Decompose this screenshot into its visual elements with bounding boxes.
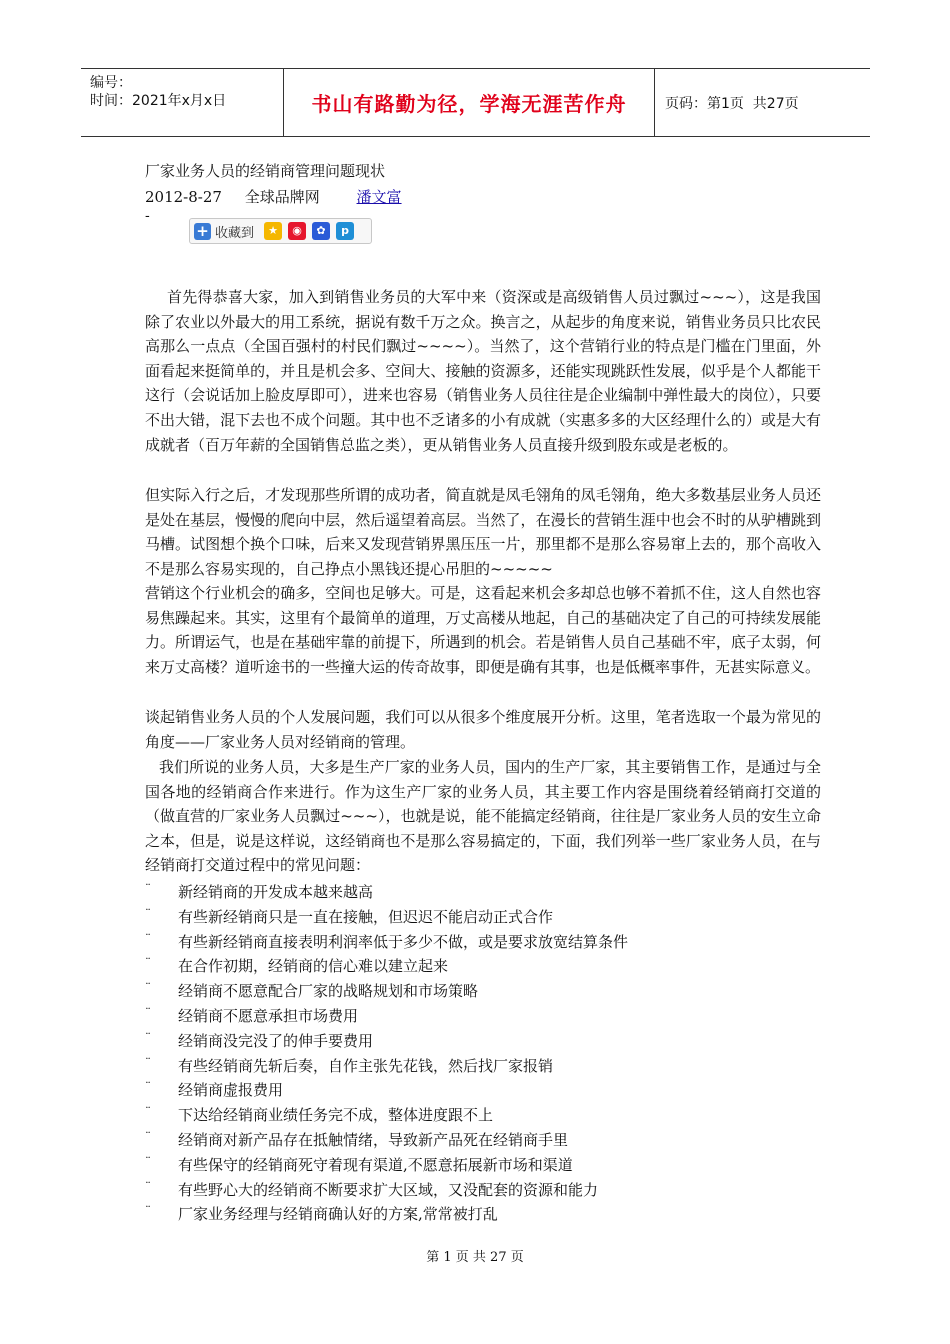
list-item-text: 经销商虚报费用 bbox=[178, 1081, 284, 1100]
list-item bbox=[145, 905, 821, 930]
list-item-text: 经销商没完没了的伸手要费用 bbox=[178, 1031, 374, 1050]
list-item bbox=[145, 1004, 821, 1029]
paragraph: 营销这个行业机会的确多，空间也足够大。可是，这看起来机会多却总也够不着抓不住，这人自然也容易焦躁起来。其实，这里有个最简单的道理，万丈高楼从地起，自己的基础决定了自己的可持续发展能力。所谓运气，也是在基础牢靠的前提下，所遇到的机会。若是销售人员自己基础不牢，底子太弱，何来万丈高楼？道听途书的一些撞大运的传奇故事，即便是确有其事，也是低概率事件，无甚实际意义。 bbox=[145, 584, 821, 676]
bullet-icon: ¨ bbox=[145, 882, 151, 896]
list-item bbox=[145, 1128, 821, 1153]
header-info-cell bbox=[81, 69, 284, 136]
list-item bbox=[145, 979, 821, 1004]
share-label[interactable]: 收藏到 bbox=[215, 225, 255, 241]
article-meta bbox=[145, 186, 402, 207]
list-item-text: 经销商对新产品存在抵触情绪，导致新产品死在经销商手里 bbox=[178, 1130, 569, 1149]
list-item bbox=[145, 880, 821, 905]
bullet-icon: ¨ bbox=[145, 1179, 151, 1194]
list-item-text: 经销商不愿意配合厂家的战略规划和市场策略 bbox=[178, 982, 479, 1001]
separator-dash: - bbox=[145, 208, 150, 224]
list-item bbox=[145, 1054, 821, 1079]
footer-page-number: 第 1 页 共 27 页 bbox=[426, 1250, 524, 1265]
header-motto-cell bbox=[284, 69, 655, 136]
list-item bbox=[145, 1178, 821, 1203]
list-item-text: 厂家业务经理与经销商确认好的方案,常常被打乱 bbox=[178, 1205, 498, 1224]
list-item bbox=[145, 954, 821, 979]
bullet-icon: ¨ bbox=[145, 1055, 151, 1070]
page-footer bbox=[0, 1246, 950, 1265]
number-label: 编号： bbox=[90, 75, 132, 91]
article-site: 全球品牌网 bbox=[244, 188, 320, 206]
share-bar[interactable] bbox=[189, 218, 372, 244]
list-item-text: 有些新经销商直接表明利润率低于多少不做，或是要求放宽结算条件 bbox=[178, 932, 629, 951]
list-item bbox=[145, 1202, 821, 1227]
date-label: 时间：2021年x月x日 bbox=[90, 93, 227, 109]
qzone-icon[interactable]: ★ bbox=[264, 222, 282, 240]
list-item-text: 新经销商的开发成本越来越高 bbox=[178, 883, 374, 901]
motto-text: 书山有路勤为径，学海无涯苦作舟 bbox=[311, 92, 627, 116]
list-item-text: 在合作初期，经销商的信心难以建立起来 bbox=[178, 957, 449, 976]
header-page-cell bbox=[655, 69, 870, 136]
kaixin-icon[interactable]: p bbox=[336, 222, 354, 240]
list-item-text: 下达给经销商业绩任务完不成，整体进度跟不上 bbox=[178, 1106, 494, 1125]
list-item-text: 有些保守的经销商死守着现有渠道,不愿意拓展新市场和渠道 bbox=[178, 1155, 573, 1174]
list-item bbox=[145, 1029, 821, 1054]
bullet-icon: ¨ bbox=[145, 981, 151, 996]
problem-list bbox=[145, 880, 821, 1227]
bullet-icon: ¨ bbox=[145, 1030, 151, 1045]
article-date: 2012-8-27 bbox=[145, 188, 222, 206]
paragraph: 我们所说的业务人员，大多是生产厂家的业务人员，国内的生产厂家，其主要销售工作，是通过与全国各地的经销商合作来进行。作为这生产厂家的业务人员，其主要工作内容是围绕着经销商打交道的（做直营的厂家业务人员飘过~~~），也就是说，能不能搞定经销商，往往是厂家业务人员的安生立命之本，但是，说是这样说，这经销商也不是那么容易搞定的，下面，我们列举一些厂家业务人员，在与经销商打交道过程中的常见问题： bbox=[145, 758, 821, 875]
bullet-icon: ¨ bbox=[145, 1129, 151, 1144]
page-info: 页码：第1页 共27页 bbox=[665, 95, 799, 112]
bullet-icon: ¨ bbox=[145, 1080, 151, 1095]
baidu-icon[interactable]: ✿ bbox=[312, 222, 330, 240]
weibo-icon[interactable]: ◉ bbox=[288, 222, 306, 240]
list-item bbox=[145, 1078, 821, 1103]
list-item-text: 有些野心大的经销商不断要求扩大区域，又没配套的资源和能力 bbox=[178, 1180, 599, 1199]
page-header bbox=[81, 68, 870, 137]
author-link[interactable]: 潘文富 bbox=[356, 188, 402, 206]
bullet-icon: ¨ bbox=[145, 956, 151, 971]
article-title: 厂家业务人员的经销商管理问题现状 bbox=[145, 162, 386, 180]
bullet-icon: ¨ bbox=[145, 906, 151, 921]
list-item-text: 经销商不愿意承担市场费用 bbox=[178, 1006, 359, 1025]
list-item bbox=[145, 930, 821, 955]
list-item bbox=[145, 1103, 821, 1128]
paragraph: 但实际入行之后，才发现那些所谓的成功者，简直就是凤毛翎角的凤毛翎角，绝大多数基层业务人员还是处在基层，慢慢的爬向中层，然后遥望着高层。当然了，在漫长的营销生涯中也会不时的从驴槽跳到马槽。试图想个换个口味，后来又发现营销界黑压压一片，那里都不是那么容易窜上去的，那个高收入不是那么容易实现的，自己挣点小黑钱还提心吊胆的~~~~~ bbox=[145, 486, 821, 578]
bullet-icon: ¨ bbox=[145, 931, 151, 946]
list-item-text: 有些经销商先斩后奏，自作主张先花钱，然后找厂家报销 bbox=[178, 1056, 554, 1075]
paragraph: 首先得恭喜大家，加入到销售业务员的大军中来（资深或是高级销售人员过飘过~~~），这是我国除了农业以外最大的用工系统，据说有数千万之众。换言之，从起步的角度来说，销售业务员只比农民高那么一点点（全国百强村的村民们飘过~~~~）。当然了，这个营销行业的特点是门槛在门里面，外面看起来挺简单的，并且是机会多、空间大、接触的资源多，还能实现跳跃性发展，似乎是个人都能干这行（会说话加上脸皮厚即可），进来也容易（销售业务人员往往是企业编制中弹性最大的岗位），只要不出大错，混下去也不成个问题。其中也不乏诸多的小有成就（实惠多多的大区经理什么的）或是大有成就者（百万年薪的全国销售总监之类），更从销售业务人员直接升级到股东或是老板的。 bbox=[145, 288, 821, 454]
list-item-text: 有些新经销商只是一直在接触，但迟迟不能启动正式合作 bbox=[178, 907, 554, 926]
list-item bbox=[145, 1153, 821, 1178]
plus-icon[interactable]: + bbox=[194, 223, 211, 240]
bullet-icon: ¨ bbox=[145, 1204, 151, 1219]
bullet-icon: ¨ bbox=[145, 1005, 151, 1020]
bullet-icon: ¨ bbox=[145, 1154, 151, 1169]
bullet-icon: ¨ bbox=[145, 1105, 151, 1120]
paragraph: 谈起销售业务人员的个人发展问题，我们可以从很多个维度展开分析。这里，笔者选取一个最为常见的角度——厂家业务人员对经销商的管理。 bbox=[145, 708, 821, 751]
